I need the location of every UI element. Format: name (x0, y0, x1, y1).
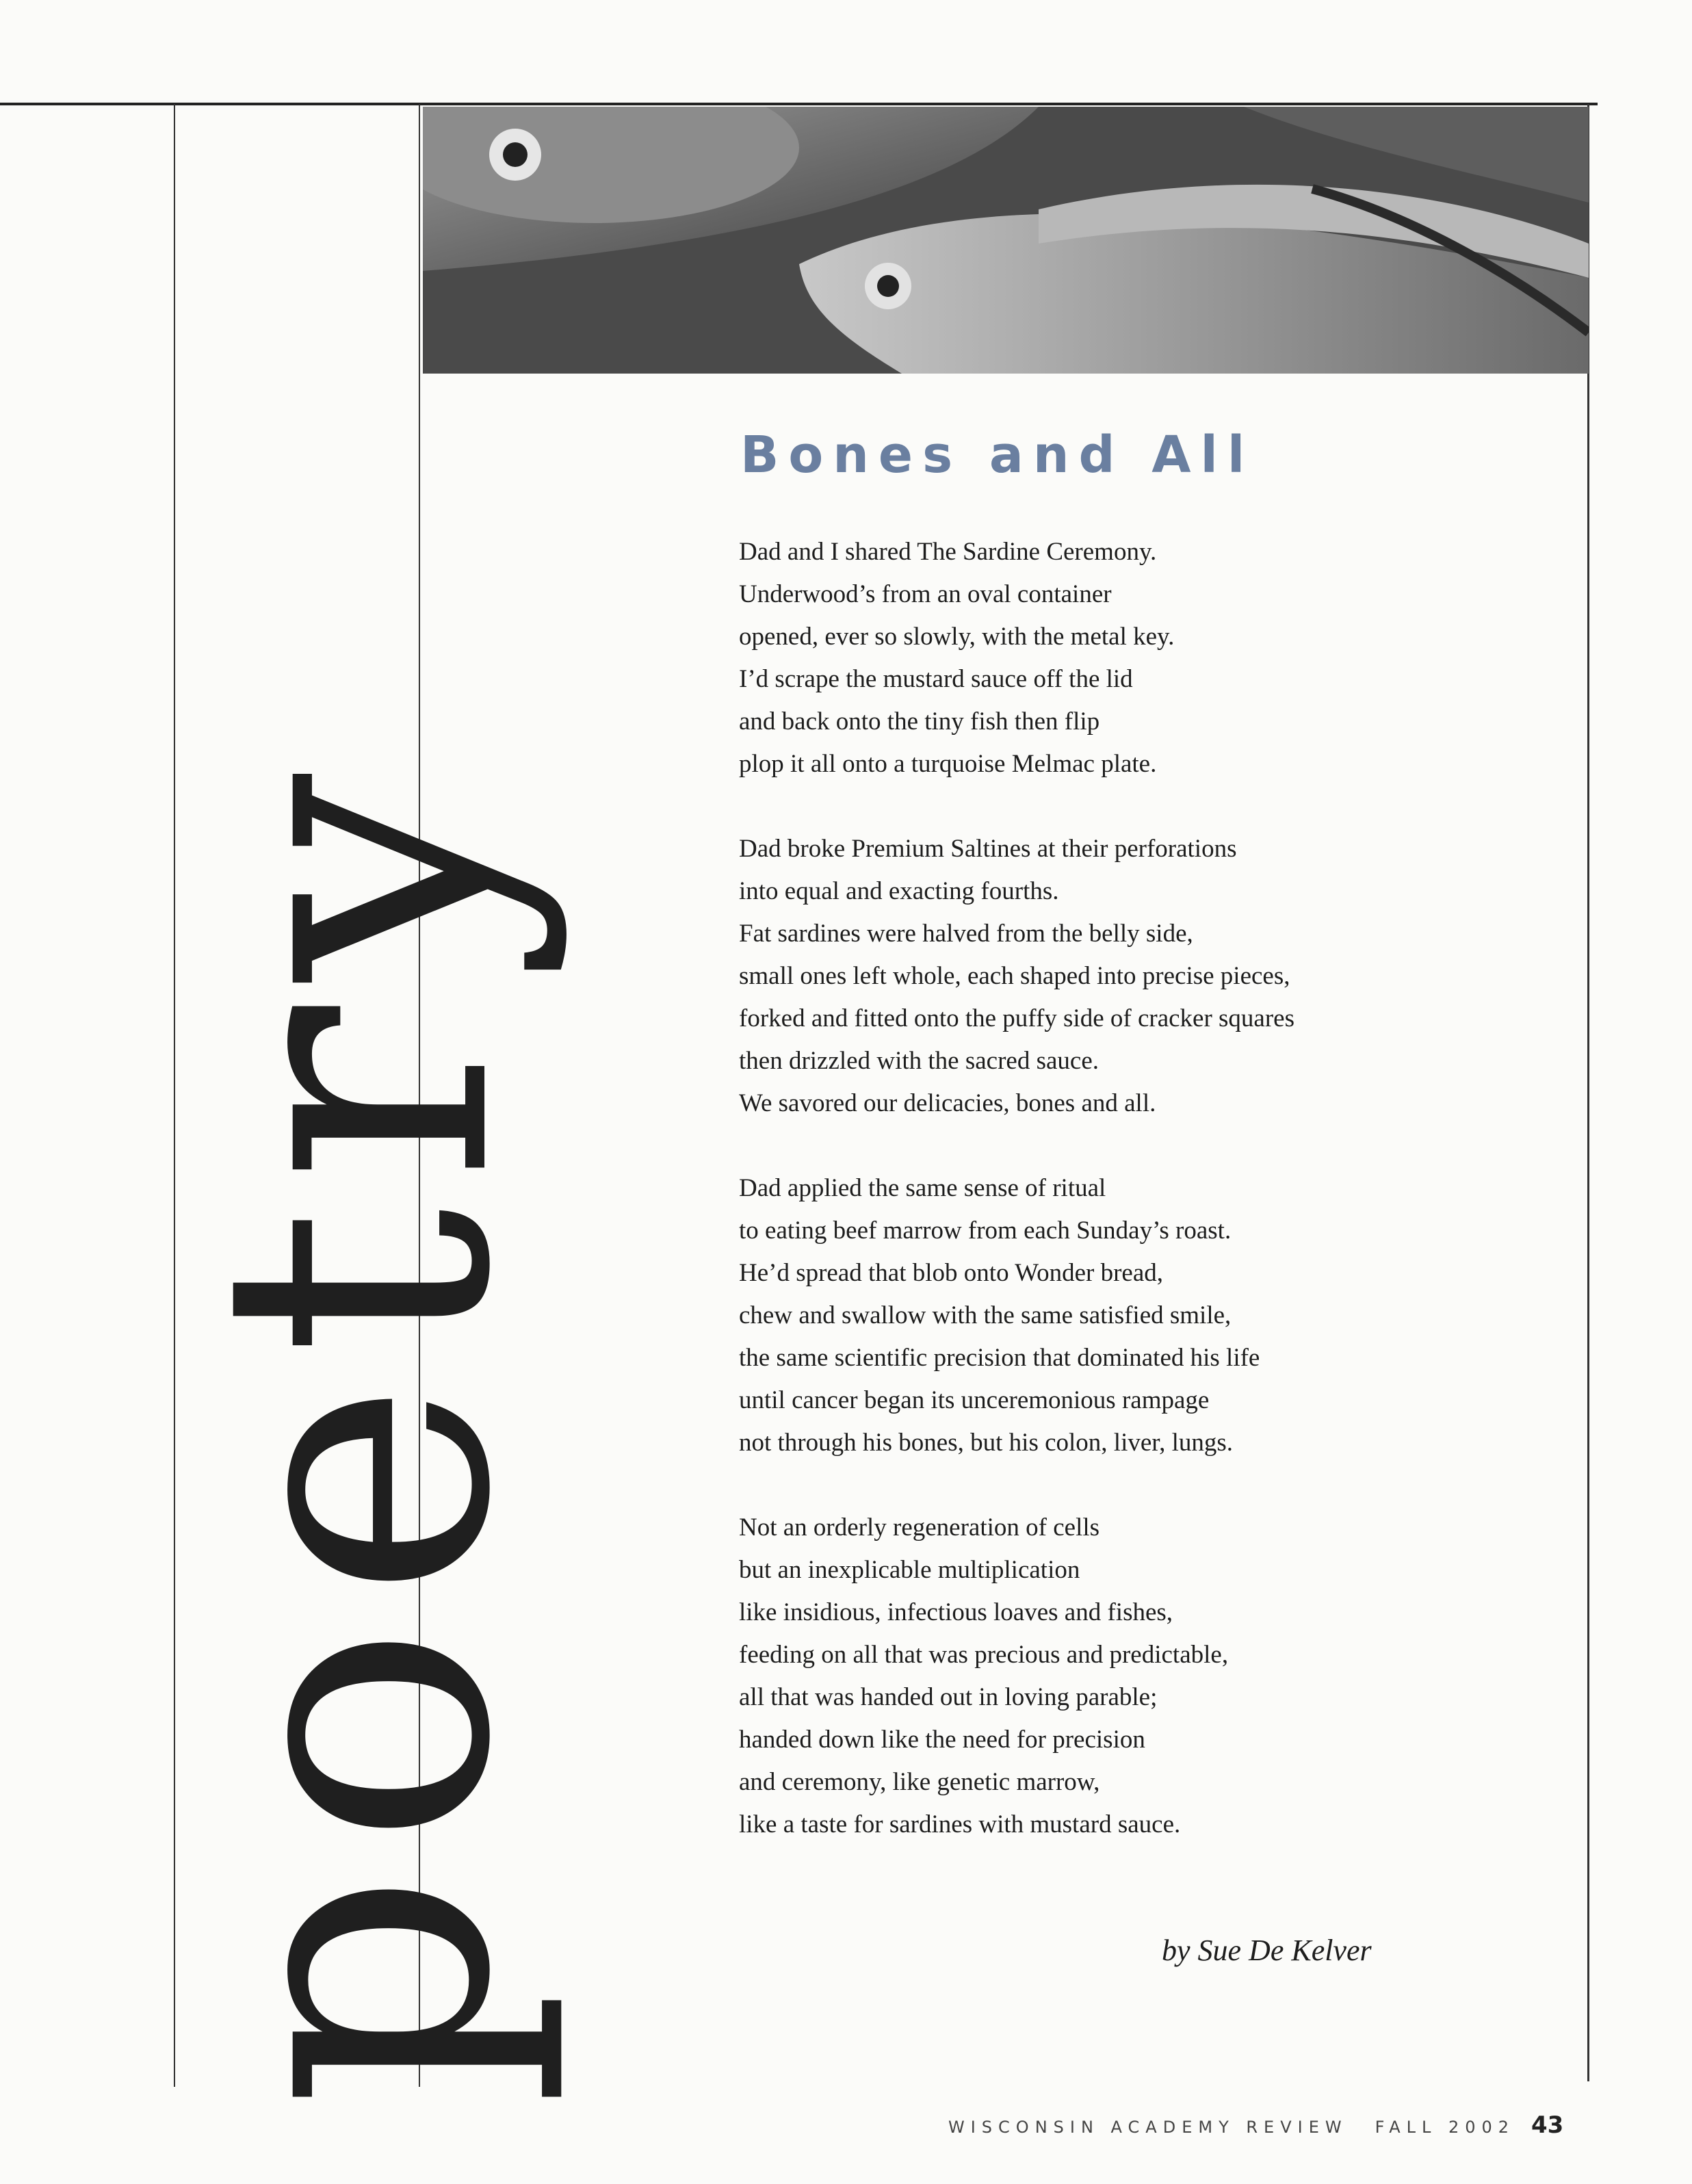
poem-line: and back onto the tiny fish then flip (739, 707, 1100, 736)
poem-line: and ceremony, like genetic marrow, (739, 1768, 1100, 1796)
publication-name: WISCONSIN ACADEMY REVIEW (948, 2118, 1348, 2137)
poem-line: then drizzled with the sacred sauce. (739, 1047, 1099, 1075)
poem-line: I’d scrape the mustard sauce off the lid (739, 665, 1133, 693)
poem-line: We savored our delicacies, bones and all. (739, 1089, 1156, 1117)
poem-line: Fat sardines were halved from the belly side, (739, 920, 1193, 948)
poem-line: the same scientific precision that dominated his life (739, 1344, 1260, 1372)
issue-date: FALL 2002 (1375, 2118, 1515, 2137)
section-word-poetry: poetry (142, 748, 572, 2107)
poem-line: chew and swallow with the same satisfied smile, (739, 1301, 1232, 1329)
poem-line: feeding on all that was precious and predictable, (739, 1641, 1229, 1669)
poem-line: plop it all onto a turquoise Melmac plate. (739, 750, 1157, 778)
poem-line: handed down like the need for precision (739, 1726, 1145, 1754)
poem-line: not through his bones, but his colon, liver, lungs. (739, 1429, 1234, 1457)
poem-line: to eating beef marrow from each Sunday’s roast. (739, 1217, 1232, 1245)
right-rule (1587, 104, 1589, 2081)
stanza-2 (739, 828, 1560, 1125)
byline: by Sue De Kelver (1162, 1934, 1372, 1967)
poem-line: until cancer began its unceremonious rampage (739, 1386, 1210, 1414)
poem-line: like a taste for sardines with mustard sauce. (739, 1810, 1181, 1838)
page-number: 43 (1531, 2111, 1564, 2139)
fish-photo (423, 107, 1589, 374)
poem-line: forked and fitted onto the puffy side of cracker squares (739, 1004, 1294, 1032)
poem-line: like insidious, infectious loaves and fishes, (739, 1598, 1173, 1626)
poem-line: He’d spread that blob onto Wonder bread, (739, 1259, 1164, 1287)
poem-line: all that was handed out in loving parable; (739, 1683, 1158, 1711)
poem-title: Bones and All (740, 426, 1255, 484)
poem-line: Dad and I shared The Sardine Ceremony. (739, 538, 1157, 566)
running-footer (948, 2118, 1515, 2137)
poem-line: Dad broke Premium Saltines at their perforations (739, 835, 1237, 863)
poem-line: opened, ever so slowly, with the metal key. (739, 623, 1175, 651)
poem-line: small ones left whole, each shaped into precise pieces, (739, 962, 1290, 990)
poem-line: into equal and exacting fourths. (739, 877, 1059, 905)
stanza-1 (739, 531, 1560, 785)
poem-line: Not an orderly regeneration of cells (739, 1513, 1100, 1542)
stanza-4 (739, 1507, 1560, 1846)
poem-line: but an inexplicable multiplication (739, 1556, 1080, 1584)
poem-body (739, 531, 1560, 1888)
poem-line: Underwood’s from an oval container (739, 580, 1112, 608)
top-rule (0, 103, 1598, 105)
poem-line: Dad applied the same sense of ritual (739, 1174, 1106, 1202)
stanza-3 (739, 1167, 1560, 1464)
